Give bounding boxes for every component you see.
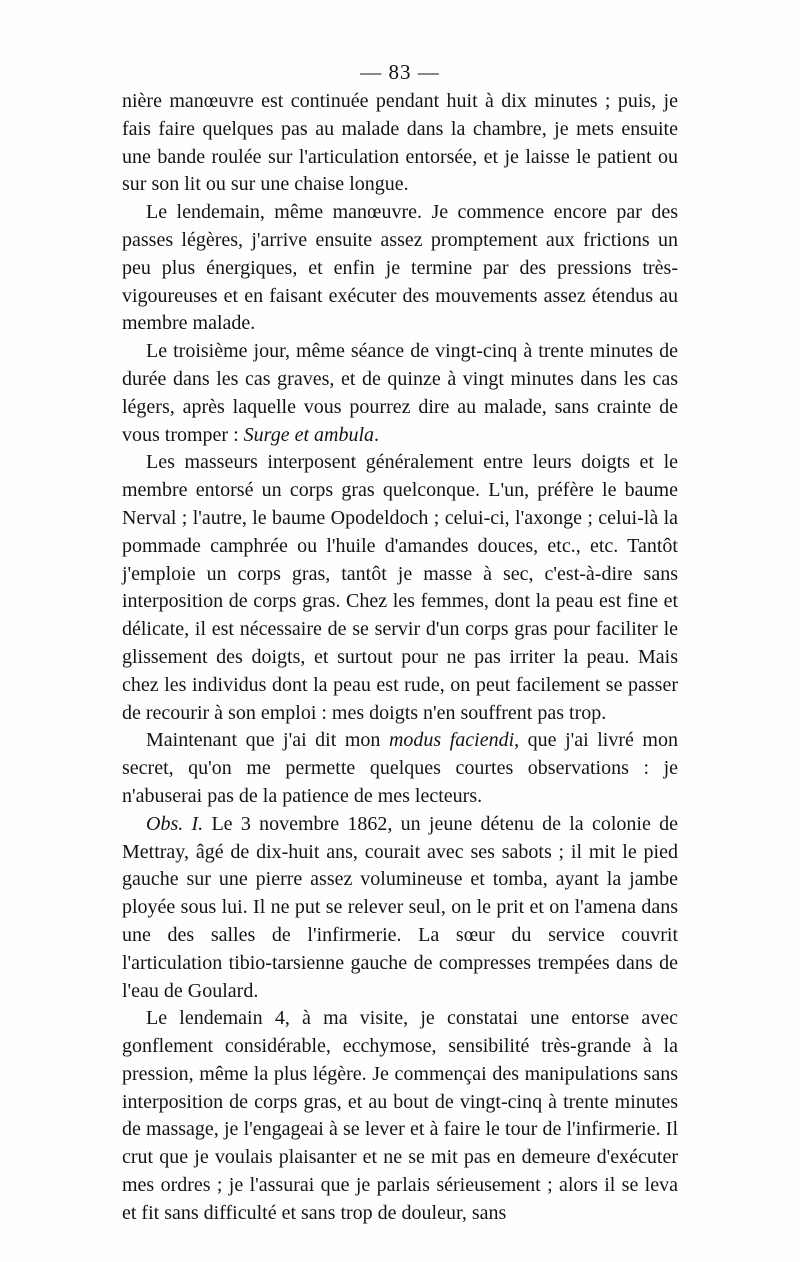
paragraph-4: Les masseurs interposent généralement entre leurs doigts et le membre entorsé un corps gras quelconque. L'un, préfère le baume Nerval ; l'autre, le baume Opodeldoch ; celui-ci, l'axonge ; celui-là la pommade camphrée ou l'huile d'amandes douces, etc., etc. Tantôt j'emploie un corps gras, tantôt je masse à sec, c'est-à-dire sans interposition de corps gras. Chez les femmes, dont la peau est fine et délicate, il est nécessaire de se servir d'un corps gras pour faciliter le glissement des doigts, et surtout pour ne pas irriter la peau. Mais chez les individus dont la peau est rude, on peut facilement se passer de recourir à son emploi : mes doigts n'en souffrent pas trop. bbox=[122, 451, 678, 724]
paragraph-7: Le lendemain 4, à ma visite, je constatai une entorse avec gonflement considérable, ecchymose, sensibilité très-grande à la pression, même la plus légère. Je commençai des manipulations sans interposition de corps gras, et au bout de vingt-cinq à trente minutes de massage, je l'engageai à se lever et à faire le tour de l'infirmerie. Il crut que je voulais plaisanter et ne se mit pas en demeure d'exécuter mes ordres ; je l'assurai que je parlais sérieusement ; alors il se leva et fit sans difficulté et sans trop de douleur, sans bbox=[122, 1007, 678, 1224]
paragraph-6-end: Le 3 novembre 1862, un jeune détenu de la colonie de Mettray, âgé de dix-huit ans, courait avec ses sabots ; il mit le pied gauche sur une pierre assez volumineuse et tomba, ayant la jambe ployée sous lui. Il ne put se relever seul, on le prit et on l'amena dans une des salles de l'infirmerie. La sœur du service couvrit l'articulation tibio-tarsienne gauche de compresses trempées dans de l'eau de Goulard. bbox=[122, 812, 678, 1002]
paragraph-2: Le lendemain, même manœuvre. Je commence encore par des passes légères, j'arrive ensuite assez promptement aux frictions un peu plus énergiques, et enfin je termine par des pressions très-vigoureuses et en faisant exécuter des mouvements assez étendus au membre malade. bbox=[122, 201, 678, 335]
page-number: — 83 — bbox=[360, 60, 440, 84]
paragraph-5-end: , que j'ai livré mon secret, qu'on me permette quelques courtes observations : je n'abuserai pas de la patience de mes lecteurs. bbox=[122, 729, 678, 807]
paragraph-6-italic: Obs. I. bbox=[146, 812, 204, 835]
paragraph-5 bbox=[122, 727, 678, 810]
paragraph-5-text: Maintenant que j'ai dit mon bbox=[146, 729, 389, 752]
paragraph-6 bbox=[122, 811, 678, 1006]
body-text bbox=[122, 88, 678, 1228]
paragraph-1: nière manœuvre est continuée pendant huit à dix minutes ; puis, je fais faire quelques pas au malade dans la chambre, je mets ensuite une bande roulée sur l'articulation entorsée, et je laisse le patient ou sur son lit ou sur une chaise longue. bbox=[122, 90, 678, 196]
paragraph-3-end: . bbox=[374, 423, 380, 446]
paragraph-5-italic: modus faciendi bbox=[388, 729, 515, 752]
paragraph-3 bbox=[122, 338, 678, 449]
paragraph-3-text: Le troisième jour, même séance de vingt-cinq à trente minutes de durée dans les cas graves, et de quinze à vingt minutes dans les cas légers, après laquelle vous pourrez dire au malade, sans crainte de vous tromper : bbox=[122, 340, 678, 446]
paragraph-3-italic: Surge et ambula bbox=[243, 423, 375, 446]
